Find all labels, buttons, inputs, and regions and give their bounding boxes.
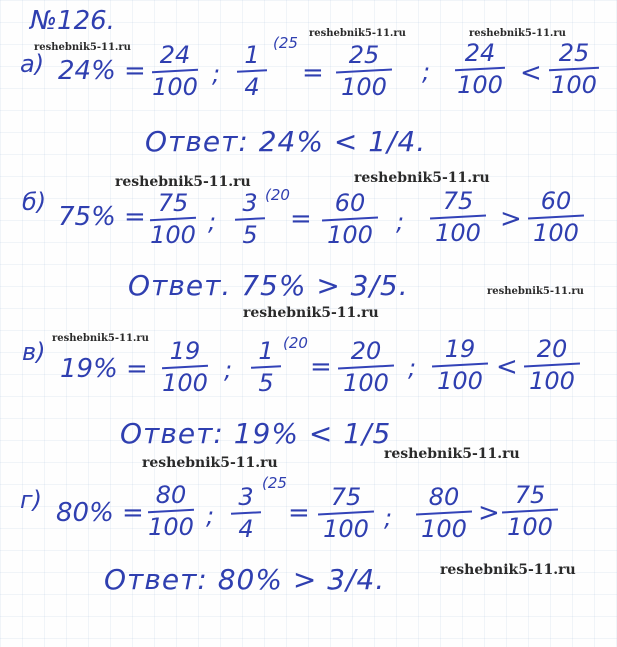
watermark: reshebnik5-11.ru — [440, 562, 576, 578]
equals-sign: = — [302, 58, 324, 88]
denominator: 100 — [341, 73, 387, 101]
multiplier: (20 — [283, 334, 308, 352]
separator: ; — [396, 208, 405, 236]
fraction — [546, 40, 602, 98]
separator: ; — [206, 502, 215, 530]
fraction — [320, 190, 380, 248]
separator: ; — [208, 208, 217, 236]
numerator: 1 — [258, 337, 274, 365]
fraction — [336, 338, 396, 396]
denominator: 5 — [242, 221, 258, 249]
denominator: 100 — [421, 515, 467, 543]
numerator: 1 — [244, 41, 260, 69]
fraction — [230, 190, 270, 248]
part-label: б) — [22, 188, 47, 216]
comparison-sign: < — [520, 58, 542, 88]
numerator: 24 — [464, 39, 496, 67]
denominator: 100 — [343, 369, 389, 397]
equals-sign: = — [288, 498, 310, 528]
answer: Ответ: 80% > 3/4. — [104, 563, 386, 596]
watermark: reshebnik5-11.ru — [487, 286, 584, 297]
multiplier: (25 — [273, 34, 298, 52]
separator: ; — [422, 58, 431, 86]
fraction — [316, 484, 376, 542]
part-label: а) — [20, 50, 45, 78]
watermark: reshebnik5-11.ru — [34, 42, 131, 53]
watermark: reshebnik5-11.ru — [142, 455, 278, 471]
fraction — [148, 190, 198, 248]
numerator: 20 — [350, 337, 382, 365]
percent-expression: 80% = — [56, 498, 144, 528]
fraction — [414, 484, 474, 542]
numerator: 3 — [242, 189, 258, 217]
denominator: 100 — [529, 367, 575, 395]
separator: ; — [408, 354, 417, 382]
denominator: 100 — [507, 513, 553, 541]
numerator: 3 — [238, 483, 254, 511]
numerator: 80 — [155, 481, 187, 509]
denominator: 100 — [533, 219, 579, 247]
percent-expression: 19% = — [60, 354, 148, 384]
fraction — [334, 42, 394, 100]
part-label: в) — [22, 338, 46, 366]
numerator: 75 — [514, 481, 546, 509]
fraction — [146, 482, 196, 540]
part-label: г) — [20, 486, 42, 514]
fraction — [246, 338, 286, 396]
numerator: 75 — [330, 483, 362, 511]
fraction — [226, 484, 266, 542]
numerator: 75 — [442, 187, 474, 215]
separator: ; — [212, 60, 221, 88]
numerator: 80 — [428, 483, 460, 511]
fraction — [430, 336, 490, 394]
answer: Ответ. 75% > 3/5. — [128, 269, 409, 302]
comparison-sign: < — [496, 352, 518, 382]
numerator: 25 — [348, 41, 380, 69]
percent-expression: 75% = — [58, 202, 146, 232]
multiplier: (25 — [262, 474, 287, 492]
watermark: reshebnik5-11.ru — [52, 333, 149, 344]
denominator: 100 — [551, 71, 597, 99]
separator: ; — [224, 356, 233, 384]
denominator: 100 — [457, 71, 503, 99]
numerator: 25 — [558, 39, 590, 67]
fraction — [452, 40, 508, 98]
equals-sign: = — [310, 352, 332, 382]
watermark: reshebnik5-11.ru — [354, 170, 490, 186]
fraction — [428, 188, 488, 246]
problem-number: №126. — [30, 6, 115, 36]
denominator: 4 — [238, 515, 254, 543]
denominator: 100 — [435, 219, 481, 247]
fraction — [526, 188, 586, 246]
fraction — [160, 338, 210, 396]
comparison-sign: > — [478, 498, 500, 528]
numerator: 20 — [536, 335, 568, 363]
denominator: 100 — [148, 513, 194, 541]
fraction — [522, 336, 582, 394]
numerator: 24 — [159, 41, 191, 69]
watermark: reshebnik5-11.ru — [243, 305, 379, 321]
fraction — [150, 42, 200, 100]
watermark: reshebnik5-11.ru — [115, 174, 251, 190]
numerator: 60 — [540, 187, 572, 215]
denominator: 100 — [327, 221, 373, 249]
denominator: 100 — [323, 515, 369, 543]
numerator: 19 — [444, 335, 476, 363]
denominator: 100 — [437, 367, 483, 395]
denominator: 100 — [152, 73, 198, 101]
equals-sign: = — [290, 204, 312, 234]
watermark: reshebnik5-11.ru — [309, 28, 406, 39]
watermark: reshebnik5-11.ru — [469, 28, 566, 39]
multiplier: (20 — [265, 186, 290, 204]
percent-expression: 24% = — [58, 56, 146, 86]
answer: Ответ: 24% < 1/4. — [145, 125, 427, 158]
denominator: 4 — [244, 73, 260, 101]
watermark: reshebnik5-11.ru — [384, 446, 520, 462]
fraction — [232, 42, 272, 100]
separator: ; — [384, 504, 393, 532]
numerator: 60 — [334, 189, 366, 217]
fraction — [500, 482, 560, 540]
numerator: 19 — [169, 337, 201, 365]
denominator: 100 — [150, 221, 196, 249]
denominator: 5 — [258, 369, 274, 397]
answer: Ответ: 19% < 1/5 — [120, 417, 392, 450]
comparison-sign: > — [500, 204, 522, 234]
denominator: 100 — [162, 369, 208, 397]
numerator: 75 — [157, 189, 189, 217]
